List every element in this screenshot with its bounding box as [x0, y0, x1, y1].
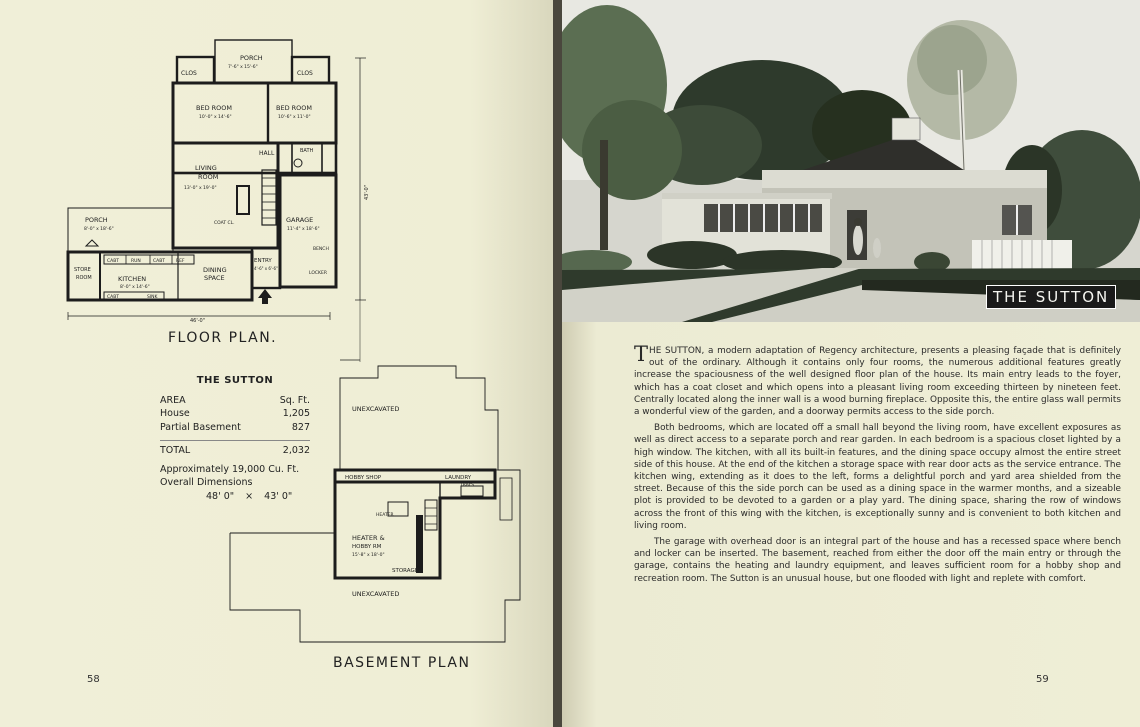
cabinet-bottom-label: CABT [107, 295, 120, 300]
basement-plan-title: BASEMENT PLAN [333, 655, 471, 671]
dining-label-2: SPACE [204, 274, 225, 282]
area-volume: Approximately 19,000 Cu. Ft. [160, 463, 300, 475]
area-heading: THE SUTTON [196, 375, 274, 386]
kitchen-dim: 8'-0" x 14'-6" [120, 285, 150, 290]
clos-left-label: CLOS [181, 70, 197, 77]
heater-hobby-label-2: HOBBY RM [352, 544, 382, 550]
paragraph-text: HE SUTTON, a modern adaptation of Regency architecture, presents a pleasing façade that is definitely out of the ordinary. Although it contains only four rooms, the numerous additional features greatly increase the spaciousness of the well designed floor plan of the house. Its main entry leads to the foyer, which has a coat closet and which opens into a pleasant living room exceeding thirteen by nineteen feet. Centrally located along the inner wall is a wood burning fireplace. Opposite this, the entire glass wall permits a wonderful view of the garden, and a doorway permits access to the side porch. [634, 346, 1121, 418]
sink-label: SINK [147, 295, 158, 300]
area-total-value: 2,032 [282, 445, 310, 456]
area-overall-dims [160, 490, 310, 504]
clos-right-label: CLOS [297, 70, 313, 77]
porch-side-dim: 8'-0" x 18'-6" [84, 227, 114, 232]
left-page [0, 0, 553, 727]
cabinet-label: REF [176, 259, 185, 264]
drop-cap: T [634, 342, 649, 366]
cabinet-label: CABT [153, 259, 166, 264]
unexcavated-top-label: UNEXCAVATED [352, 405, 400, 413]
page-number-right: 59 [1036, 674, 1049, 685]
bedroom-1-dim: 10'-0" x 14'-6" [199, 115, 232, 120]
unexcavated-bottom-label: UNEXCAVATED [352, 590, 400, 598]
area-col-unit: Sq. Ft. [279, 394, 310, 406]
area-total-label: TOTAL [160, 445, 191, 456]
bedroom-2-label: BED ROOM [276, 104, 312, 112]
dim-depth: 43'-0" [364, 184, 370, 200]
porch-top-dim: 7'-6" x 15'-6" [228, 65, 258, 70]
area-row-label: Partial Basement [160, 421, 241, 433]
heater-hobby-dim: 15'-8" x 18'-0" [352, 553, 385, 558]
bath-label: BATH [300, 148, 314, 154]
living-room-dim: 13'-0" x 19'-0" [184, 186, 217, 191]
book-gutter [553, 0, 562, 727]
area-row-value: 1,205 [282, 408, 310, 419]
living-room-label-2: ROOM [198, 173, 219, 181]
bedroom-2-dim: 10'-6" x 11'-0" [278, 115, 311, 120]
area-overall-label: Overall Dimensions [160, 477, 253, 488]
trays-label: TRAYS [460, 483, 475, 488]
area-total-row [160, 444, 310, 458]
porch-top-label: PORCH [240, 54, 263, 62]
overall-height: 43' 0" [264, 490, 293, 502]
overall-width: 48' 0" [206, 490, 235, 502]
area-row [160, 421, 310, 435]
article-paragraph: Both bedrooms, which are located off a small hall beyond the living room, have excellent exposures as well as direct access to a separate porch and rear garden. In each bedroom is a spacious closet lighted by a high window. The kitchen, with all its built-in features, and the dining space occupy almost the entire street side of this house. At the end of the kitchen a storage space with rear door acts as the service entrance. The kitchen wing, extending as it does to the left, forms a delightful porch and yard area shielded from the street. Because of this the side porch can be used as a dining space in the warmer months, and a sizeable plot is provided to be devoted to a garden or a play yard. The dining space, sharing the row of windows across the front of this wing with the kitchen, is exceptionally sunny and is convenient to both kitchen and living room. [634, 423, 1121, 531]
hall-label: HALL [259, 150, 275, 157]
article-paragraph: The garage with overhead door is an integral part of the house and has a recessed space where bench and locker can be inserted. The basement, reached from either the door off the main entry or through the garage, contains the heating and laundry equipment, and leaves sufficient room for a hobby shop and recreation room. The Sutton is an unusual house, but one flooded with light and replete with comfort. [634, 537, 1121, 584]
kitchen-label: KITCHEN [118, 275, 147, 283]
area-col-label: AREA [160, 394, 186, 406]
porch-side-label: PORCH [85, 216, 108, 224]
cabinet-label: RUN [131, 259, 141, 264]
area-table [160, 374, 310, 503]
area-row-value: 827 [291, 421, 310, 433]
garage-dim: 11'-4" x 18'-6" [287, 227, 320, 232]
locker-label: LOCKER [309, 271, 327, 276]
garage-label: GARAGE [286, 216, 314, 224]
heater-hobby-label: HEATER & [352, 534, 385, 542]
page-number-left: 58 [87, 674, 100, 685]
bench-label: BENCH [313, 247, 329, 252]
bedroom-1-label: BED ROOM [196, 104, 232, 112]
right-page [562, 0, 1140, 727]
floor-plan-drawing [0, 0, 553, 727]
article-paragraph [634, 342, 1121, 418]
cabinet-label: CABT [107, 259, 120, 264]
floor-plan-title: FLOOR PLAN. [168, 330, 278, 346]
hobby-shop-label: HOBBY SHOP [345, 475, 382, 481]
overall-times: × [245, 490, 254, 502]
entry-label: ENTRY [254, 258, 272, 264]
coat-closet-label: COAT CL. [214, 221, 235, 226]
area-row [160, 407, 310, 421]
entry-dim: 4'-6" x 6'-6" [254, 266, 278, 271]
laundry-label: LAUNDRY [445, 475, 472, 481]
illustration-caption: THE SUTTON [986, 285, 1116, 309]
living-room-label: LIVING [195, 164, 217, 172]
area-divider [160, 440, 310, 441]
storage-label: STORE [74, 267, 91, 273]
area-header-row [160, 394, 310, 408]
dining-label: DINING [203, 266, 227, 274]
dim-width: 46'-0" [190, 318, 206, 324]
article-body [634, 342, 1121, 589]
heater-label: HEATER [376, 513, 394, 518]
storage-label-2: ROOM [76, 275, 92, 281]
area-row-label: House [160, 408, 190, 419]
house-illustration [562, 0, 1140, 322]
storage-basement-label: STORAGE [392, 568, 419, 574]
